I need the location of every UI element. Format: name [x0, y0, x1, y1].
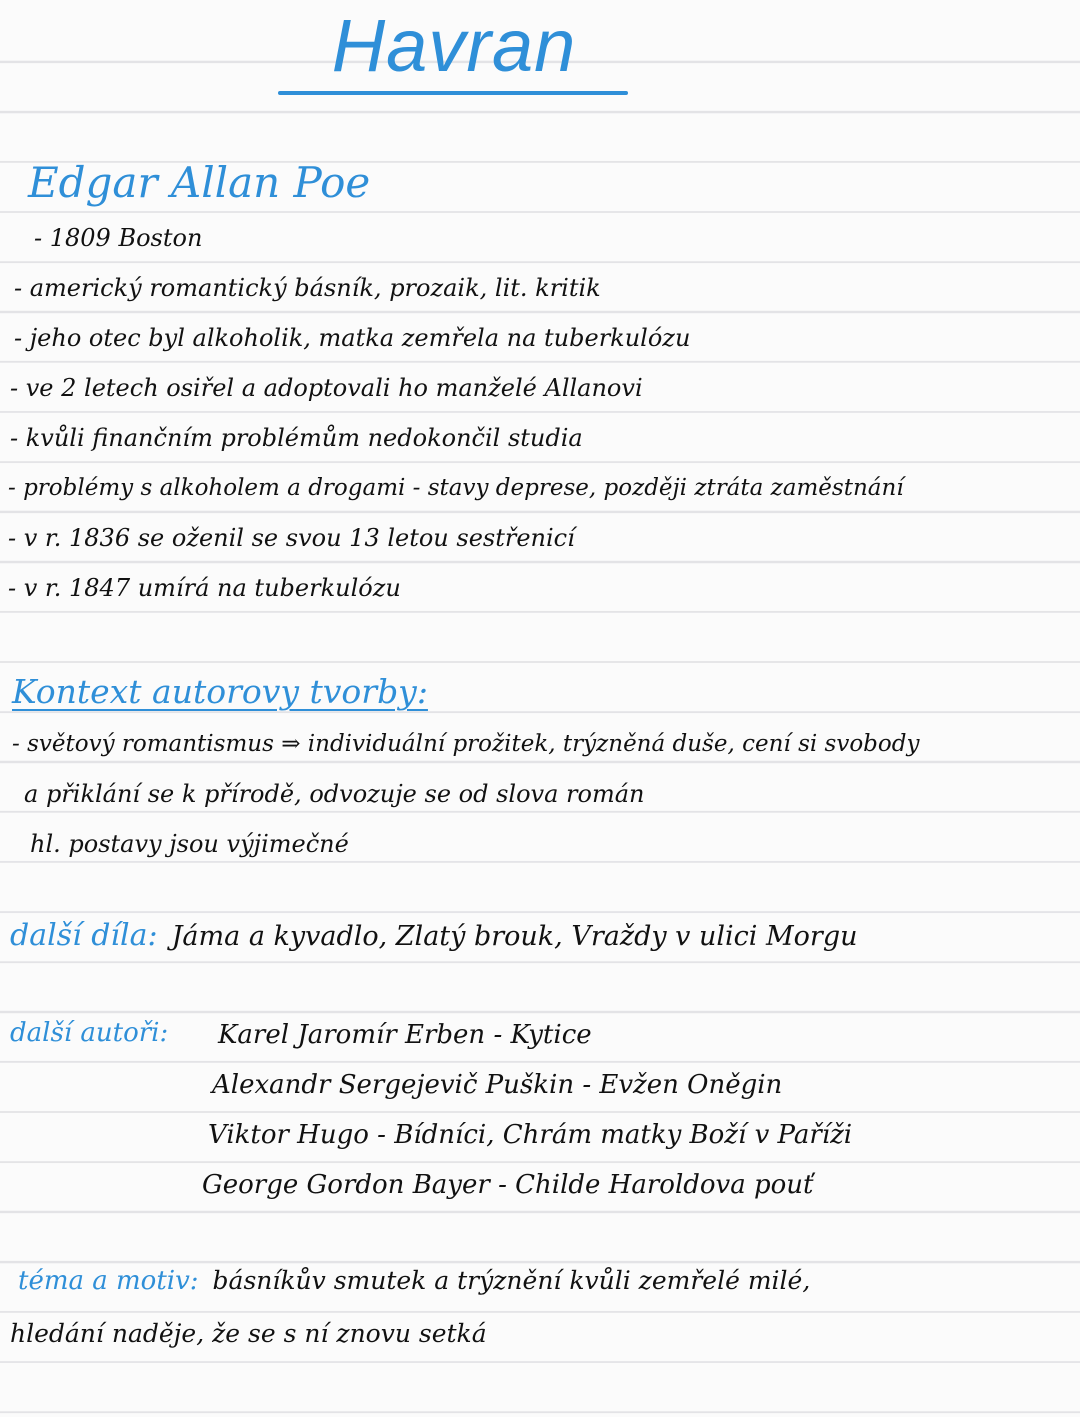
theme-line: básníkův smutek a trýznění kvůli zemřelé milé,: [212, 1266, 811, 1295]
other-author-item: Viktor Hugo - Bídníci, Chrám matky Boží v Paříži: [208, 1120, 853, 1150]
author-fact: - americký romantický básník, prozaik, lit. kritik: [14, 274, 601, 302]
context-line: - světový romantismus ⇒ individuální prožitek, trýzněná duše, cení si svobody: [12, 731, 920, 757]
context-line: a přiklání se k přírodě, odvozuje se od slova román: [24, 780, 645, 808]
author-fact: - 1809 Boston: [34, 224, 203, 252]
author-fact: - v r. 1836 se oženil se svou 13 letou sestřenicí: [8, 524, 575, 552]
page-title: Havran: [331, 4, 577, 87]
other-author-item: George Gordon Bayer - Childe Haroldova pouť: [202, 1170, 814, 1200]
other-authors-row: [10, 1018, 168, 1048]
other-author-item: Karel Jaromír Erben - Kytice: [218, 1020, 592, 1050]
context-heading: Kontext autorovy tvorby:: [12, 672, 428, 711]
other-authors-label: další autoři:: [10, 1018, 169, 1048]
author-fact: - ve 2 letech osiřel a adoptovali ho manželé Allanovi: [10, 374, 643, 402]
theme-line: hledání naděje, že se s ní znovu setká: [10, 1319, 487, 1348]
other-works-label: další díla:: [10, 918, 158, 953]
title-underline: [278, 91, 628, 95]
other-works-value: Jáma a kyvadlo, Zlatý brouk, Vraždy v ulici Morgu: [171, 921, 858, 952]
author-fact: - problémy s alkoholem a drogami - stavy deprese, později ztráta zaměstnání: [8, 475, 904, 501]
other-works-row: [10, 918, 858, 953]
author-heading: Edgar Allan Poe: [28, 158, 371, 207]
context-line: hl. postavy jsou výjimečné: [30, 830, 349, 858]
theme-row: [18, 1266, 810, 1296]
author-fact: - jeho otec byl alkoholik, matka zemřela na tuberkulózu: [14, 324, 691, 352]
theme-label: téma a motiv:: [18, 1266, 199, 1296]
author-fact: - kvůli finančním problémům nedokončil studia: [10, 424, 583, 452]
author-fact: - v r. 1847 umírá na tuberkulózu: [8, 574, 401, 602]
other-author-item: Alexandr Sergejevič Puškin - Evžen Oněgin: [212, 1070, 783, 1100]
